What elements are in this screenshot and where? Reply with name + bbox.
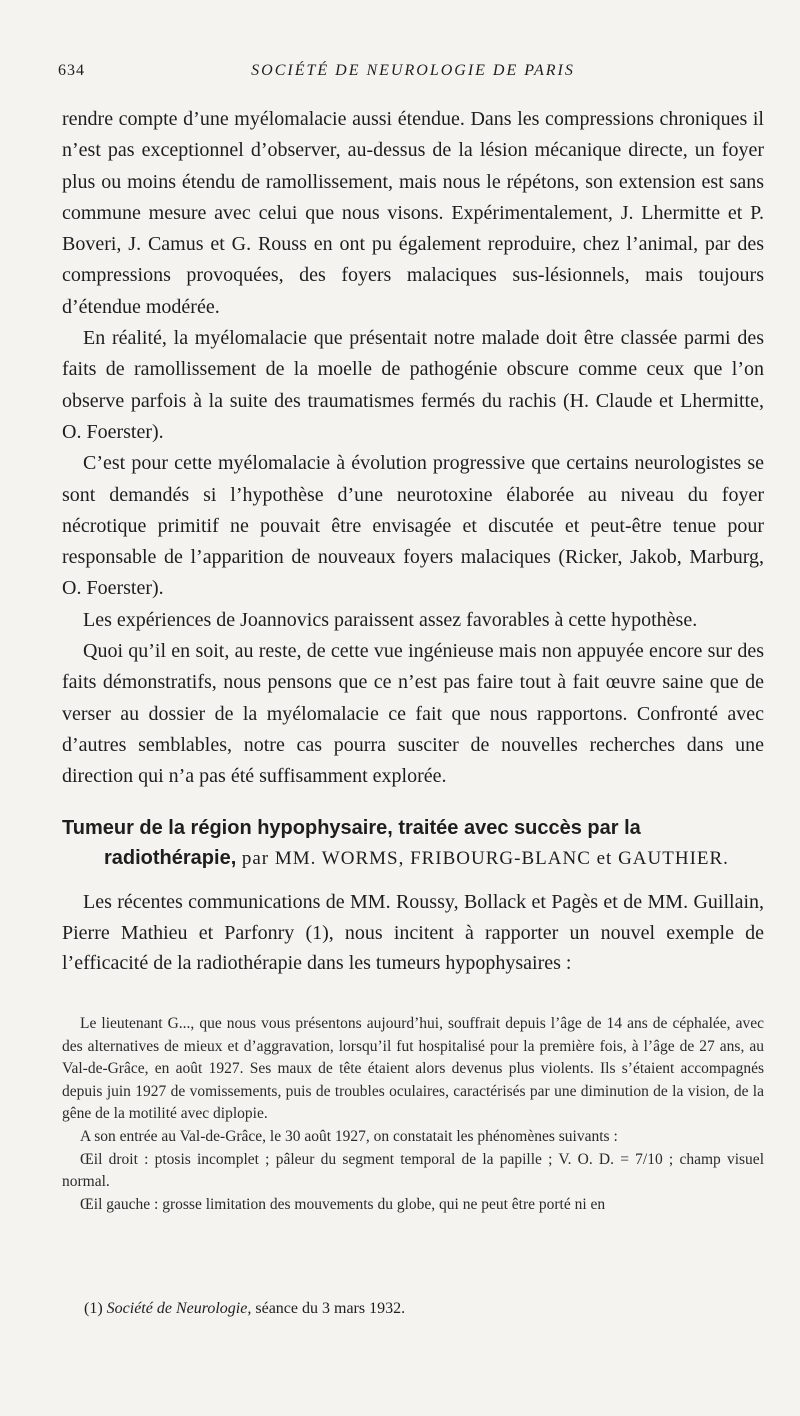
- paragraph: C’est pour cette myélomalacie à évolution progressive que certains neurologistes se sont demandés si l’hypothèse d’une neurotoxine élaborée au niveau du foyer nécrotique primitif ne pouvait être envisagée et discutée et peut-être tenue pour responsable de l’apparition de nouveaux foyers malaciques (Ricker, Jakob, Marburg, O. Foerster).: [62, 452, 764, 600]
- paragraph: En réalité, la myélomalacie que présentait notre malade doit être classée parmi des faits de ramollissement de la moelle de pathogénie obscure comme ceux que l’on observe parfois à la suite des traumatismes fermés du rachis (H. Claude et Lhermitte, O. Foerster).: [62, 327, 764, 443]
- title-word: radiothérapie,: [104, 847, 237, 869]
- footnote: [84, 1298, 764, 1320]
- title-line-1: Tumeur de la région hypophysaire, traitée avec succès par la: [62, 817, 641, 839]
- page-number: 634: [58, 62, 85, 79]
- paragraph: rendre compte d’une myélomalacie aussi étendue. Dans les compressions chroniques il n’est pas exceptionnel d’observer, au-dessus de la lésion mécanique directe, un foyer plus ou moins étendu de ramollissement, mais nous le répétons, son extension est sans commune mesure avec celui que nous visons. Expérimentalement, J. Lhermitte et P. Boveri, J. Camus et G. Rouss en ont pu également reproduire, chez l’animal, par des compressions provoquées, des foyers malaciques sus-lésionnels, mais toujours d’étendue modérée.: [62, 108, 764, 318]
- observation-paragraph: Œil gauche : grosse limitation des mouvements du globe, qui ne peut être porté ni en: [80, 1195, 606, 1213]
- page-header: [58, 62, 768, 88]
- footnote-text: séance du 3 mars 1932.: [255, 1300, 406, 1317]
- article-intro: [62, 887, 764, 979]
- article-authors: par MM. WORMS, FRIBOURG-BLANC et GAUTHIER.: [241, 848, 729, 869]
- footnote-source: Société de Neurologie,: [106, 1300, 252, 1317]
- intro-paragraph: Les récentes communications de MM. Roussy, Bollack et Pagès et de MM. Guillain, Pierre Mathieu et Parfonry (1), nous incitent à rapporter un nouvel exemple de l’efficacité de la radiothérapie dans les tumeurs hypophysaires :: [62, 891, 764, 974]
- paragraph: Quoi qu’il en soit, au reste, de cette vue ingénieuse mais non appuyée encore sur des faits démonstratifs, nous pensons que ce n’est pas faire tout à fait œuvre saine que de verser au dossier de la myélomalacie ce fait que nous rapportons. Confronté avec d’autres semblables, notre cas pourra susciter de nouvelles recherches dans une direction qui n’a pas été suffisamment explorée.: [62, 640, 764, 788]
- observation-paragraph: A son entrée au Val-de-Grâce, le 30 août 1927, on constatait les phénomènes suivants :: [80, 1127, 618, 1145]
- title-line-2: [62, 843, 772, 874]
- paragraph: Les expériences de Joannovics paraissent assez favorables à cette hypothèse.: [83, 608, 698, 631]
- article-title: [62, 813, 772, 874]
- main-text: [62, 104, 764, 793]
- footnote-marker: (1): [84, 1300, 103, 1317]
- observation-paragraph: Le lieutenant G..., que nous vous présentons aujourd’hui, souffrait depuis l’âge de 14 ans de céphalée, avec des alternatives de mieux et d’aggravation, lorsqu’il fut hospitalisé pour la première fois, à l’âge de 27 ans, au Val-de-Grâce, en août 1927. Ses maux de tête étaient alors devenus plus violents. Ils s’étaient accompagnés depuis juin 1927 de vomissements, puis de troubles oculaires, caractérisés par une diminution de la vision, de la gêne de la motilité avec diplopie.: [62, 1015, 764, 1123]
- observation-paragraph: Œil droit : ptosis incomplet ; pâleur du segment temporal de la papille ; V. O. D. = 7/10 ; champ visuel normal.: [62, 1150, 764, 1191]
- running-title: SOCIÉTÉ DE NEUROLOGIE DE PARIS: [251, 62, 575, 79]
- case-observation: [62, 1013, 764, 1216]
